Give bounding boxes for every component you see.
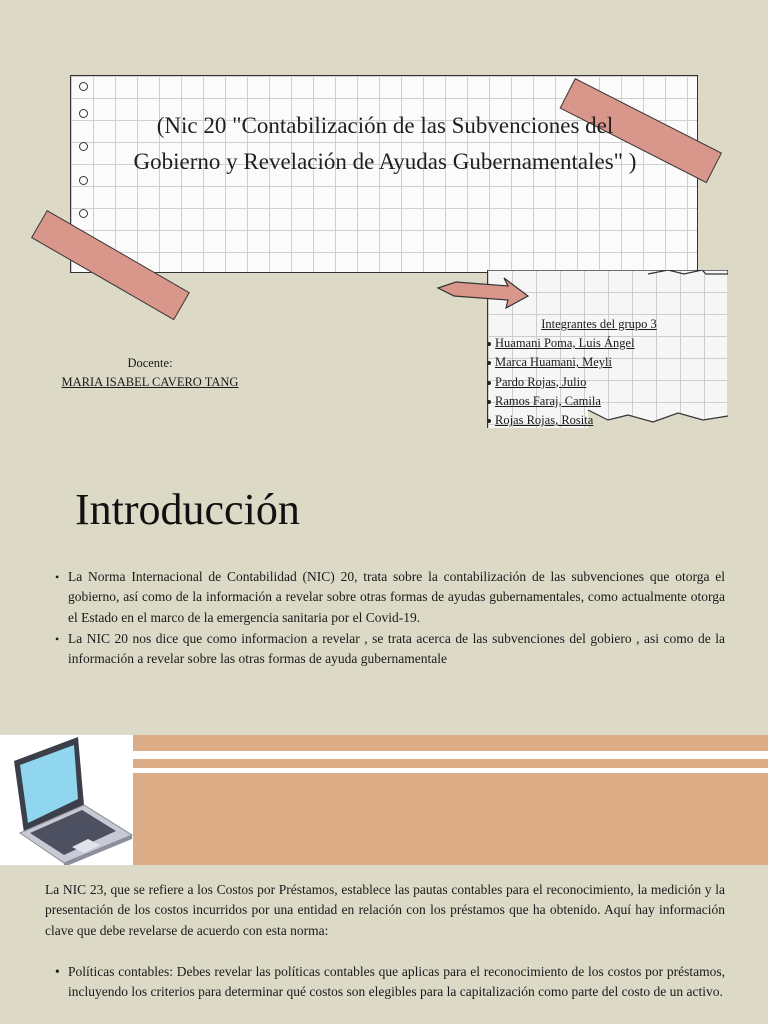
banner-stripe bbox=[133, 768, 768, 773]
docente-block bbox=[40, 354, 260, 392]
group-member: Ramos Faraj, Camila bbox=[491, 392, 691, 411]
laptop-illustration-box bbox=[0, 735, 133, 865]
docente-label: Docente: bbox=[127, 356, 173, 370]
intro-bullet-list bbox=[55, 567, 725, 670]
nic23-paragraph: La NIC 23, que se refiere a los Costos por Préstamos, establece las pautas contables para el reconocimiento, la medición y la presentación de los costos incurridos por una entidad en relación con los préstamos que ha obtenido. Aquí hay información clave que debe revelarse de acuerdo con esta norma: bbox=[45, 882, 725, 938]
arrow-tape-decoration bbox=[436, 276, 532, 312]
intro-bullet: • La NIC 20 nos dice que como informacion a revelar , se trata acerca de las subvenciones del gobiero , asi como de la información a revelar sobre las otras formas de ayuda gubernamentale bbox=[55, 629, 725, 670]
intro-heading: Introducción bbox=[75, 485, 300, 534]
group-member: Marca Huamani, Meyli bbox=[491, 353, 691, 372]
nic23-bullet: • Políticas contables: Debes revelar las políticas contables que aplicas para el reconocimiento de los costos por préstamos, incluyendo los criterios para determinar qué costos son elegibles para la capitalización como parte del costo de un activo. bbox=[55, 962, 725, 1003]
docente-name: MARIA ISABEL CAVERO TANG bbox=[61, 375, 239, 389]
laptop-icon bbox=[0, 735, 133, 865]
group-heading: Integrantes del grupo 3 bbox=[541, 317, 657, 331]
group-member: Rojas Rojas, Rosita bbox=[491, 411, 691, 430]
banner-stripe bbox=[133, 751, 768, 759]
page-title: (Nic 20 "Contabilización de las Subvenciones del Gobierno y Revelación de Ayudas Gubernamentales" ) bbox=[133, 113, 637, 174]
binder-hole bbox=[79, 142, 88, 151]
binder-hole bbox=[79, 82, 88, 91]
group-member: Pardo Rojas, Julio bbox=[491, 373, 691, 392]
intro-bullet: • La Norma Internacional de Contabilidad (NIC) 20, trata sobre la contabilización de las subvenciones que otorga el gobierno, así como de la información a revelar sobre otras formas de ayudas gubernamentales, como actualmente otorga el Estado en el marco de la emergencia sanitaria por el Covid-19. bbox=[55, 567, 725, 628]
group-members-list bbox=[491, 314, 691, 430]
binder-hole bbox=[79, 109, 88, 118]
binder-hole bbox=[79, 176, 88, 185]
nic23-bullet-list bbox=[55, 962, 725, 1003]
group-member: Huamani Poma, Luis Ángel bbox=[491, 334, 691, 353]
binder-hole bbox=[79, 209, 88, 218]
